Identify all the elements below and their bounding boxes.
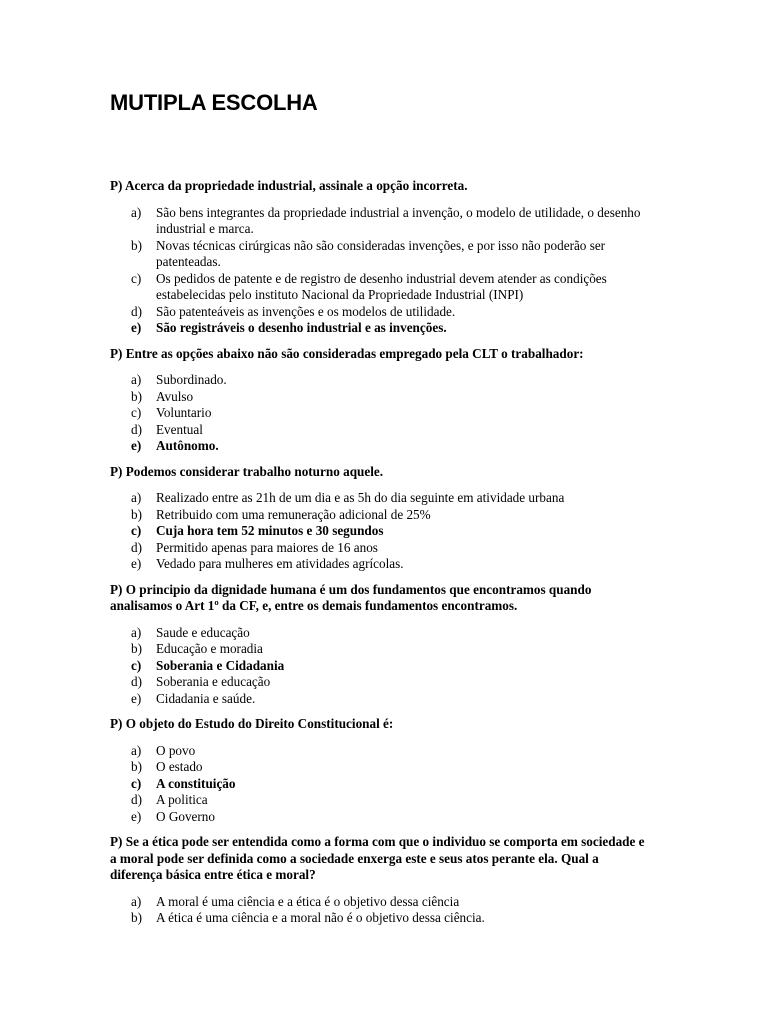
option-item [110, 490, 645, 507]
option-text: O estado [156, 759, 203, 774]
option-letter: d) [131, 539, 142, 555]
option-letter: c) [131, 657, 142, 673]
question-text: P) Se a ética pode ser entendida como a forma com que o individuo se comporta em sociedade e a moral pode ser definida como a sociedade enxerga este e seus atos perante ela. Qual a diferença básica entre ética e moral? [110, 834, 645, 882]
option-letter: e) [131, 690, 142, 706]
option-item-correct [110, 438, 645, 455]
option-item [110, 759, 645, 776]
option-item [110, 540, 645, 557]
option-item [110, 304, 645, 321]
option-item [110, 910, 645, 927]
option-letter: c) [131, 523, 142, 538]
option-letter: d) [131, 303, 142, 319]
question-list [110, 178, 645, 927]
option-letter: d) [131, 792, 142, 807]
option-item [110, 894, 645, 911]
option-letter: a) [131, 624, 142, 640]
option-letter: a) [131, 204, 142, 220]
option-letter: e) [131, 556, 142, 571]
question-text: P) Entre as opções abaixo não são consideradas empregado pela CLT o trabalhador: [110, 345, 584, 361]
option-letter: b) [131, 237, 142, 253]
option-item [110, 792, 645, 809]
option-letter: a) [131, 742, 142, 758]
option-item [110, 641, 645, 658]
option-item-correct [110, 523, 645, 540]
option-text: Novas técnicas cirúrgicas não são consideradas invenções, e por isso não poderão ser patenteadas. [156, 237, 606, 269]
option-text: Avulso [156, 388, 194, 404]
option-list [110, 205, 645, 337]
option-letter: d) [131, 421, 142, 437]
option-letter: c) [131, 405, 142, 420]
option-text: Saude e educação [156, 624, 250, 640]
option-item [110, 809, 645, 826]
option-item [110, 389, 645, 406]
document-title: MUTIPLA ESCOLHA [110, 90, 318, 115]
question-block [110, 834, 645, 927]
option-text: Realizado entre as 21h de um dia e as 5h do dia seguinte em atividade urbana [156, 490, 565, 505]
option-text: O Governo [156, 808, 215, 824]
option-letter: e) [131, 808, 142, 824]
option-item [110, 422, 645, 439]
question-block [110, 582, 645, 708]
option-list [110, 625, 645, 708]
option-item [110, 405, 645, 422]
option-text: Soberania e Cidadania [156, 657, 285, 673]
option-item [110, 743, 645, 760]
option-text: São bens integrantes da propriedade industrial a invenção, o modelo de utilidade, o desenho industrial e marca. [156, 204, 641, 236]
option-letter: a) [131, 372, 142, 387]
option-text: A ética é uma ciência e a moral não é o objetivo dessa ciência. [156, 910, 485, 925]
option-item-correct [110, 658, 645, 675]
option-letter: b) [131, 759, 142, 774]
question-text: P) Podemos considerar trabalho noturno aquele. [110, 463, 384, 479]
option-item [110, 691, 645, 708]
option-text: Permitido apenas para maiores de 16 anos [156, 539, 378, 555]
option-text: Eventual [156, 421, 203, 437]
option-text: Retribuido com uma remuneração adicional de 25% [156, 506, 431, 522]
question-text: P) Acerca da propriedade industrial, assinale a opção incorreta. [110, 178, 468, 193]
option-text: São registráveis o desenho industrial e as invenções. [156, 320, 447, 335]
option-text: Vedado para mulheres em atividades agrícolas. [156, 556, 404, 571]
option-letter: c) [131, 775, 142, 791]
option-letter: e) [131, 320, 142, 335]
option-text: Subordinado. [156, 372, 227, 387]
question-block [110, 464, 645, 573]
option-text: Voluntario [156, 405, 212, 420]
option-item [110, 271, 645, 304]
option-text: Cidadania e saúde. [156, 690, 256, 706]
option-text: A politica [156, 792, 208, 807]
option-letter: e) [131, 438, 142, 453]
question-block [110, 346, 645, 455]
option-item-correct [110, 320, 645, 337]
option-item-correct [110, 776, 645, 793]
option-list [110, 894, 645, 927]
option-item [110, 205, 645, 238]
option-letter: a) [131, 490, 142, 505]
question-text: P) O objeto do Estudo do Direito Constitucional é: [110, 716, 394, 731]
option-list [110, 490, 645, 573]
option-item [110, 238, 645, 271]
option-text: Autônomo. [156, 438, 219, 453]
question-text: P) O principio da dignidade humana é um dos fundamentos que encontramos quando analisamos o Art 1º da CF, e, entre os demais fundamentos encontramos. [110, 581, 592, 613]
question-block [110, 716, 645, 825]
option-letter: a) [131, 893, 142, 909]
option-letter: c) [131, 270, 142, 286]
option-text: São patenteáveis as invenções e os modelos de utilidade. [156, 303, 456, 319]
option-letter: b) [131, 506, 142, 522]
option-text: A moral é uma ciência e a ética é o objetivo dessa ciência [156, 893, 460, 909]
option-text: Soberania e educação [156, 674, 271, 689]
option-text: O povo [156, 742, 196, 758]
option-item [110, 507, 645, 524]
option-item [110, 625, 645, 642]
option-text: Os pedidos de patente e de registro de desenho industrial devem atender as condições estabelecidas pelo instituto Nacional da Propriedade Industrial (INPI) [156, 270, 607, 302]
option-text: A constituição [156, 775, 236, 791]
option-letter: b) [131, 910, 142, 925]
option-letter: b) [131, 641, 142, 656]
option-list [110, 372, 645, 455]
option-letter: d) [131, 674, 142, 689]
option-item [110, 372, 645, 389]
option-list [110, 743, 645, 826]
document-page [110, 88, 645, 936]
option-text: Educação e moradia [156, 641, 263, 656]
option-item [110, 556, 645, 573]
option-letter: b) [131, 388, 142, 404]
question-block [110, 178, 645, 337]
option-item [110, 674, 645, 691]
option-text: Cuja hora tem 52 minutos e 30 segundos [156, 523, 384, 538]
